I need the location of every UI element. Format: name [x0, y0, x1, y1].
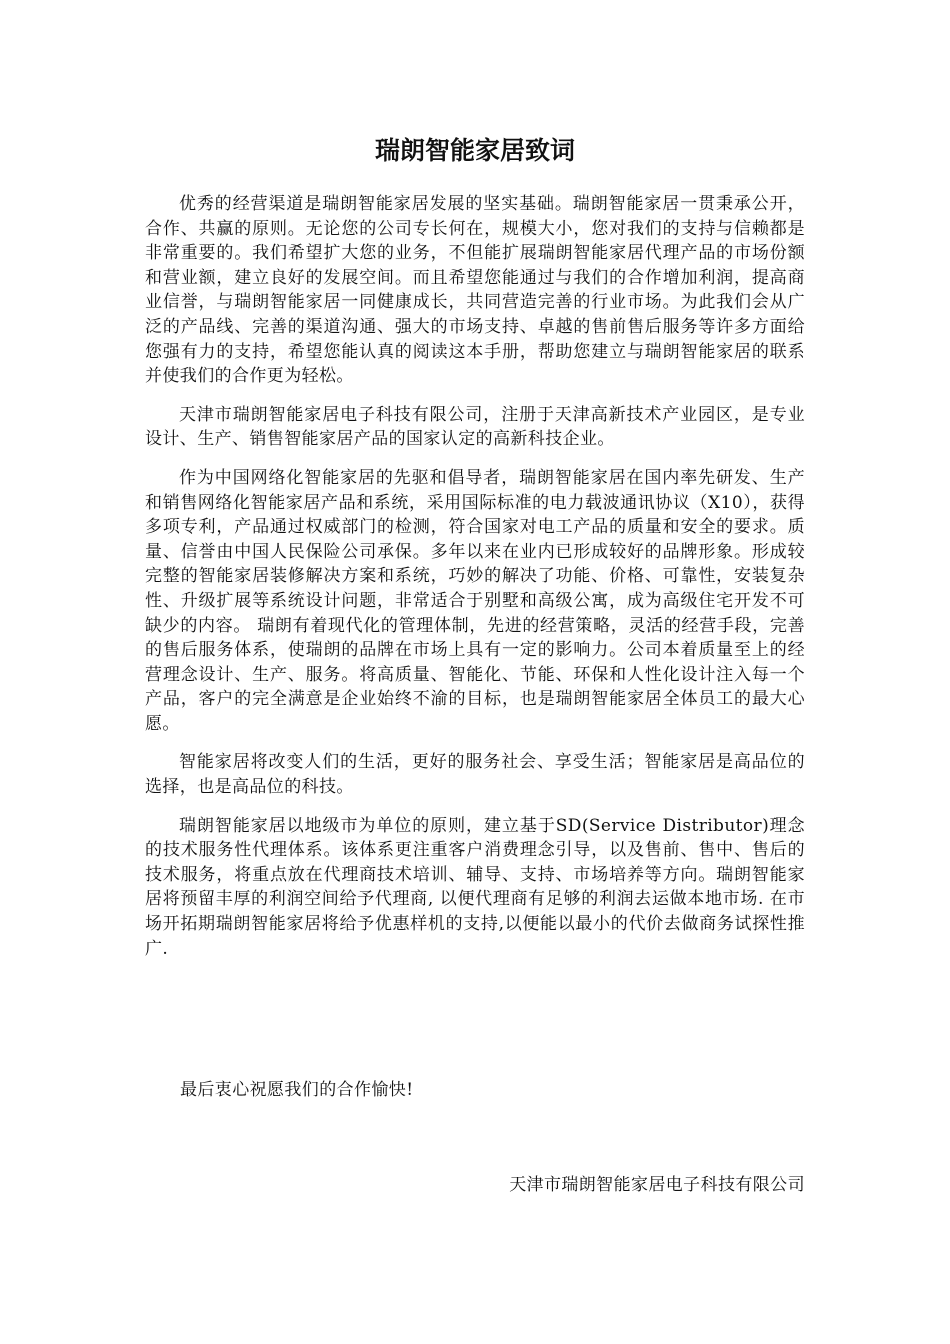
paragraph-company: 天津市瑞朗智能家居电子科技有限公司，注册于天津高新技术产业园区，是专业设计、生产、销售智能家居产品的国家认定的高新科技企业。	[145, 404, 805, 450]
document-body	[145, 192, 805, 961]
company-signature: 天津市瑞朗智能家居电子科技有限公司	[509, 1175, 805, 1195]
paragraph-intro: 优秀的经营渠道是瑞朗智能家居发展的坚实基础。瑞朗智能家居一贯秉承公开，合作、共赢的原则。无论您的公司专长何在，规模大小，您对我们的支持与信赖都是非常重要的。我们希望扩大您的业务，不但能扩展瑞朗智能家居代理产品的市场份额和营业额，建立良好的发展空间。而且希望您能通过与我们的合作增加利润，提高商业信誉，与瑞朗智能家居一同健康成长，共同营造完善的行业市场。为此我们会从广泛的产品线、完善的渠道沟通、强大的市场支持、卓越的售前售后服务等许多方面给您强有力的支持，希望您能认真的阅读这本手册，帮助您建立与瑞朗智能家居的联系并使我们的合作更为轻松。	[145, 194, 805, 387]
paragraph-history: 作为中国网络化智能家居的先驱和倡导者，瑞朗智能家居在国内率先研发、生产和销售网络化智能家居产品和系统，采用国际标准的电力载波通讯协议（X10），获得多项专利，产品通过权威部门的检测，符合国家对电工产品的质量和安全的要求。质量、信誉由中国人民保险公司承保。多年以来在业内已形成较好的品牌形象。形成较完整的智能家居装修解决方案和系统，巧妙的解决了功能、价格、可靠性，安装复杂性、升级扩展等系统设计问题，非常适合于别墅和高级公寓，成为高级住宅开发不可缺少的内容。 瑞朗有着现代化的管理体制，先进的经营策略，灵活的经营手段，完善的售后服务体系，使瑞朗的品牌在市场上具有一定的影响力。公司本着质量至上的经营理念设计、生产、服务。将高质量、智能化、节能、环保和人性化设计注入每一个产品，客户的完全满意是企业始终不渝的目标，也是瑞朗智能家居全体员工的最大心愿。	[145, 467, 805, 734]
paragraph-agency: 瑞朗智能家居以地级市为单位的原则，建立基于SD(Service Distributor)理念的技术服务性代理体系。该体系更注重客户消费理念引导，以及售前、售中、售后的技术服务，将重点放在代理商技术培训、辅导、支持、市场培养等方向。瑞朗智能家居将预留丰厚的利润空间给予代理商, 以便代理商有足够的利润去运做本地市场. 在市场开拓期瑞朗智能家居将给予优惠样机的支持,以便能以最小的代价去做商务试探性推广.	[145, 815, 805, 959]
document-title: 瑞朗智能家居致词	[374, 136, 575, 165]
paragraph-vision: 智能家居将改变人们的生活，更好的服务社会、享受生活；智能家居是高品位的选择，也是高品位的科技。	[145, 752, 805, 798]
closing-line: 最后衷心祝愿我们的合作愉快!	[180, 1080, 414, 1100]
